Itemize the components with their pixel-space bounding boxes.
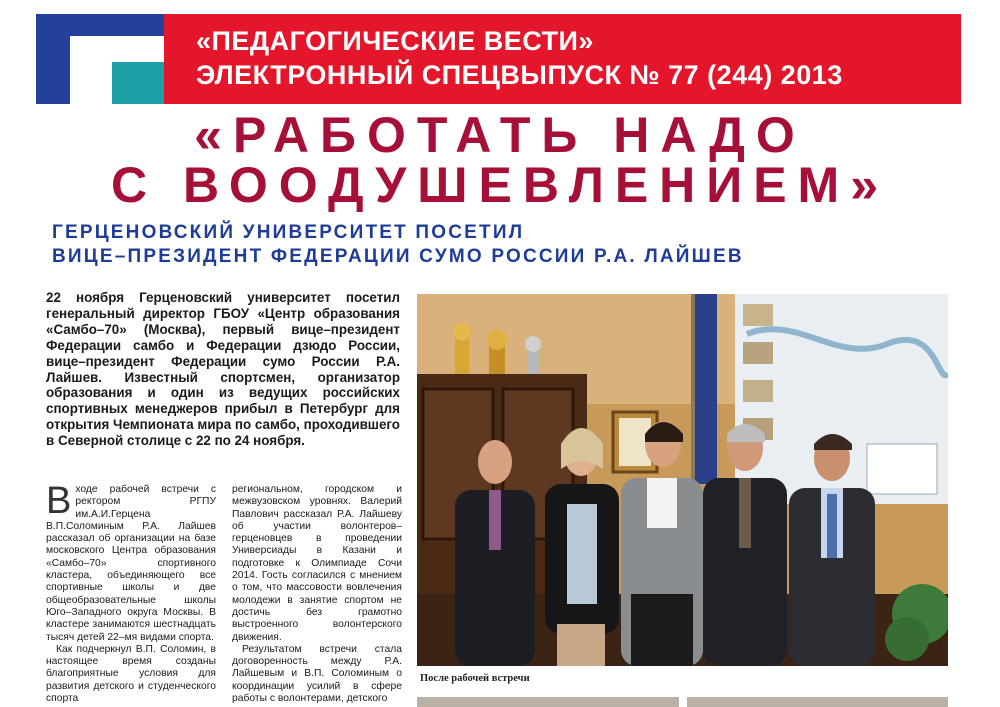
- photo-caption: После рабочей встречи: [420, 673, 530, 684]
- column-2-paragraph-1: региональном, городском и межвузовском уровнях. Валерий Павлович рассказал Р.А. Лайшеву об участии волонтеров–герценовцев в проведении Универсиады в Казани и подготовке к Олимпиаде Сочи 2014. Гость согласился с мнением о том, что массовости вовлечения молодежи в занятие спортом не достичь без грамотно выстроенного волонтерского движения.: [232, 484, 402, 643]
- meeting-photo: [417, 294, 948, 666]
- column-1-text-1: ходе рабочей встречи с ректором РГПУ им.А.И.Герцена В.П.Соломиным Р.А. Лайшев рассказал об организации на базе московского Центра образования «Самбо–70» спортивного кластера, объединяющего все спортивные школы и две общеобразовательные школы Юго–Западного округа Москвы. В кластере занимаются шестнадцать тысяч детей 22–мя видами спорта.: [46, 484, 216, 643]
- publication-title: «ПЕДАГОГИЧЕСКИЕ ВЕСТИ»: [196, 26, 594, 56]
- publication-logo: [36, 14, 164, 104]
- subheadline-line-1: ГЕРЦЕНОВСКИЙ УНИВЕРСИТЕТ ПОСЕТИЛ: [52, 222, 525, 243]
- column-1-paragraph-1: [46, 480, 216, 644]
- article-column-2: [232, 484, 402, 705]
- bottom-photo-right: [687, 697, 948, 707]
- meeting-photo-illustration: [417, 294, 948, 666]
- subheadline-line-2: ВИЦЕ–ПРЕЗИДЕНТ ФЕДЕРАЦИИ СУМО РОССИИ Р.А. ЛАЙШЕВ: [52, 246, 744, 267]
- drop-cap: В: [46, 480, 72, 522]
- logo-teal-block: [112, 62, 164, 104]
- headline-line-1: «РАБОТАТЬ НАДО: [194, 107, 806, 163]
- bottom-photo-left: [417, 697, 679, 707]
- issue-number: ЭЛЕКТРОННЫЙ СПЕЦВЫПУСК № 77 (244) 2013: [196, 60, 843, 90]
- headline-line-2: С ВООДУШЕВЛЕНИЕМ»: [110, 157, 890, 213]
- column-2-paragraph-2: Результатом встречи стала договоренность между Р.А. Лайшевым и В.П. Соломиным о координации усилий в сфере работы с волонтерами, детского: [232, 643, 402, 705]
- column-1-paragraph-2: Как подчеркнул В.П. Соломин, в настоящее время созданы благоприятные условия для развития детского и студенческого спорта: [46, 643, 216, 705]
- article-column-1: [46, 480, 216, 705]
- lead-paragraph: 22 ноября Герценовский университет посетил генеральный директор ГБОУ «Центр образования «Самбо–70» (Москва), первый вице–президент Федерации самбо и Федерации дзюдо России, вице–президент Федерации сумо России Р.А. Лайшев. Известный спортсмен, организатор образования и один из ведущих российских спортивных менеджеров прибыл в Петербург для открытия Чемпионата мира по самбо, проходившего в Северной столице с 22 по 24 ноября.: [46, 290, 400, 449]
